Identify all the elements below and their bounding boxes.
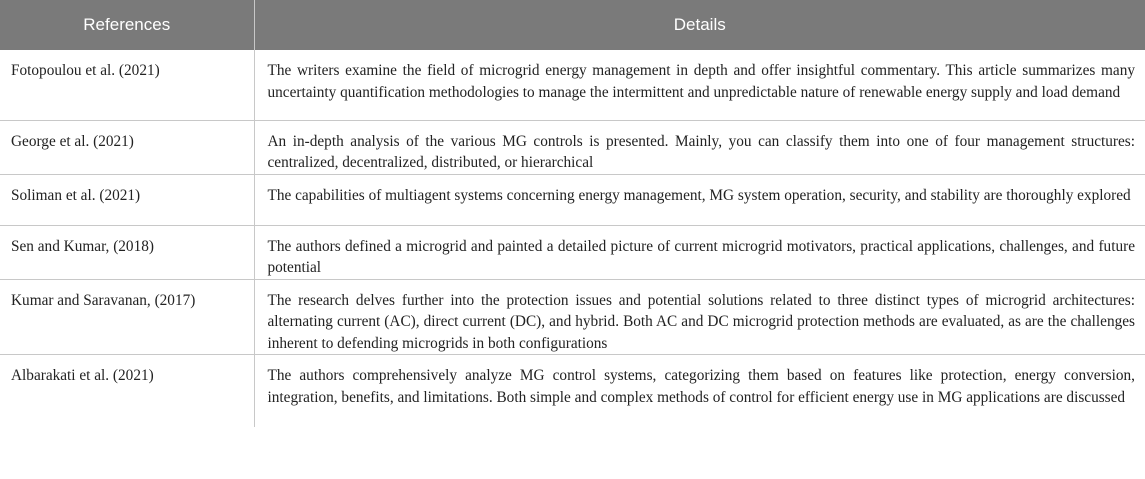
details-cell: The authors comprehensively analyze MG control systems, categorizing them based on features like protection, energy conversion, integration, benefits, and limitations. Both simple and complex methods of control for efficient energy use in MG applications are discussed [254,355,1145,427]
table-row [0,50,1145,120]
details-cell: An in-depth analysis of the various MG controls is presented. Mainly, you can classify them into one of four management structures: centralized, decentralized, distributed, or hierarchical [254,120,1145,174]
column-header-details: Details [254,0,1145,50]
details-cell: The writers examine the field of microgrid energy management in depth and offer insightful commentary. This article summarizes many uncertainty quantification methodologies to manage the intermittent and unpredictable nature of renewable energy supply and load demand [254,50,1145,120]
table-row [0,279,1145,355]
table-row [0,355,1145,427]
table-row [0,225,1145,279]
reference-cell: Kumar and Saravanan, (2017) [0,279,254,355]
details-cell: The research delves further into the protection issues and potential solutions related to three distinct types of microgrid architectures: alternating current (AC), direct current (DC), and hybrid. Both AC and DC microgrid protection methods are evaluated, as are the challenges inherent to defending microgrids in both configurations [254,279,1145,355]
table-body [0,50,1145,427]
details-cell: The authors defined a microgrid and painted a detailed picture of current microgrid motivators, practical applications, challenges, and future potential [254,225,1145,279]
table-header [0,0,1145,50]
reference-cell: Albarakati et al. (2021) [11,367,154,384]
reference-cell: George et al. (2021) [0,120,254,174]
column-header-references: References [0,0,254,50]
reference-cell: Fotopoulou et al. (2021) [0,50,254,120]
header-row [0,0,1145,50]
reference-cell: Soliman et al. (2021) [0,174,254,225]
table-row [0,120,1145,174]
details-cell: The capabilities of multiagent systems concerning energy management, MG system operation, security, and stability are thoroughly explored [254,174,1145,225]
reference-cell: Sen and Kumar, (2018) [0,225,254,279]
table-row [0,174,1145,225]
